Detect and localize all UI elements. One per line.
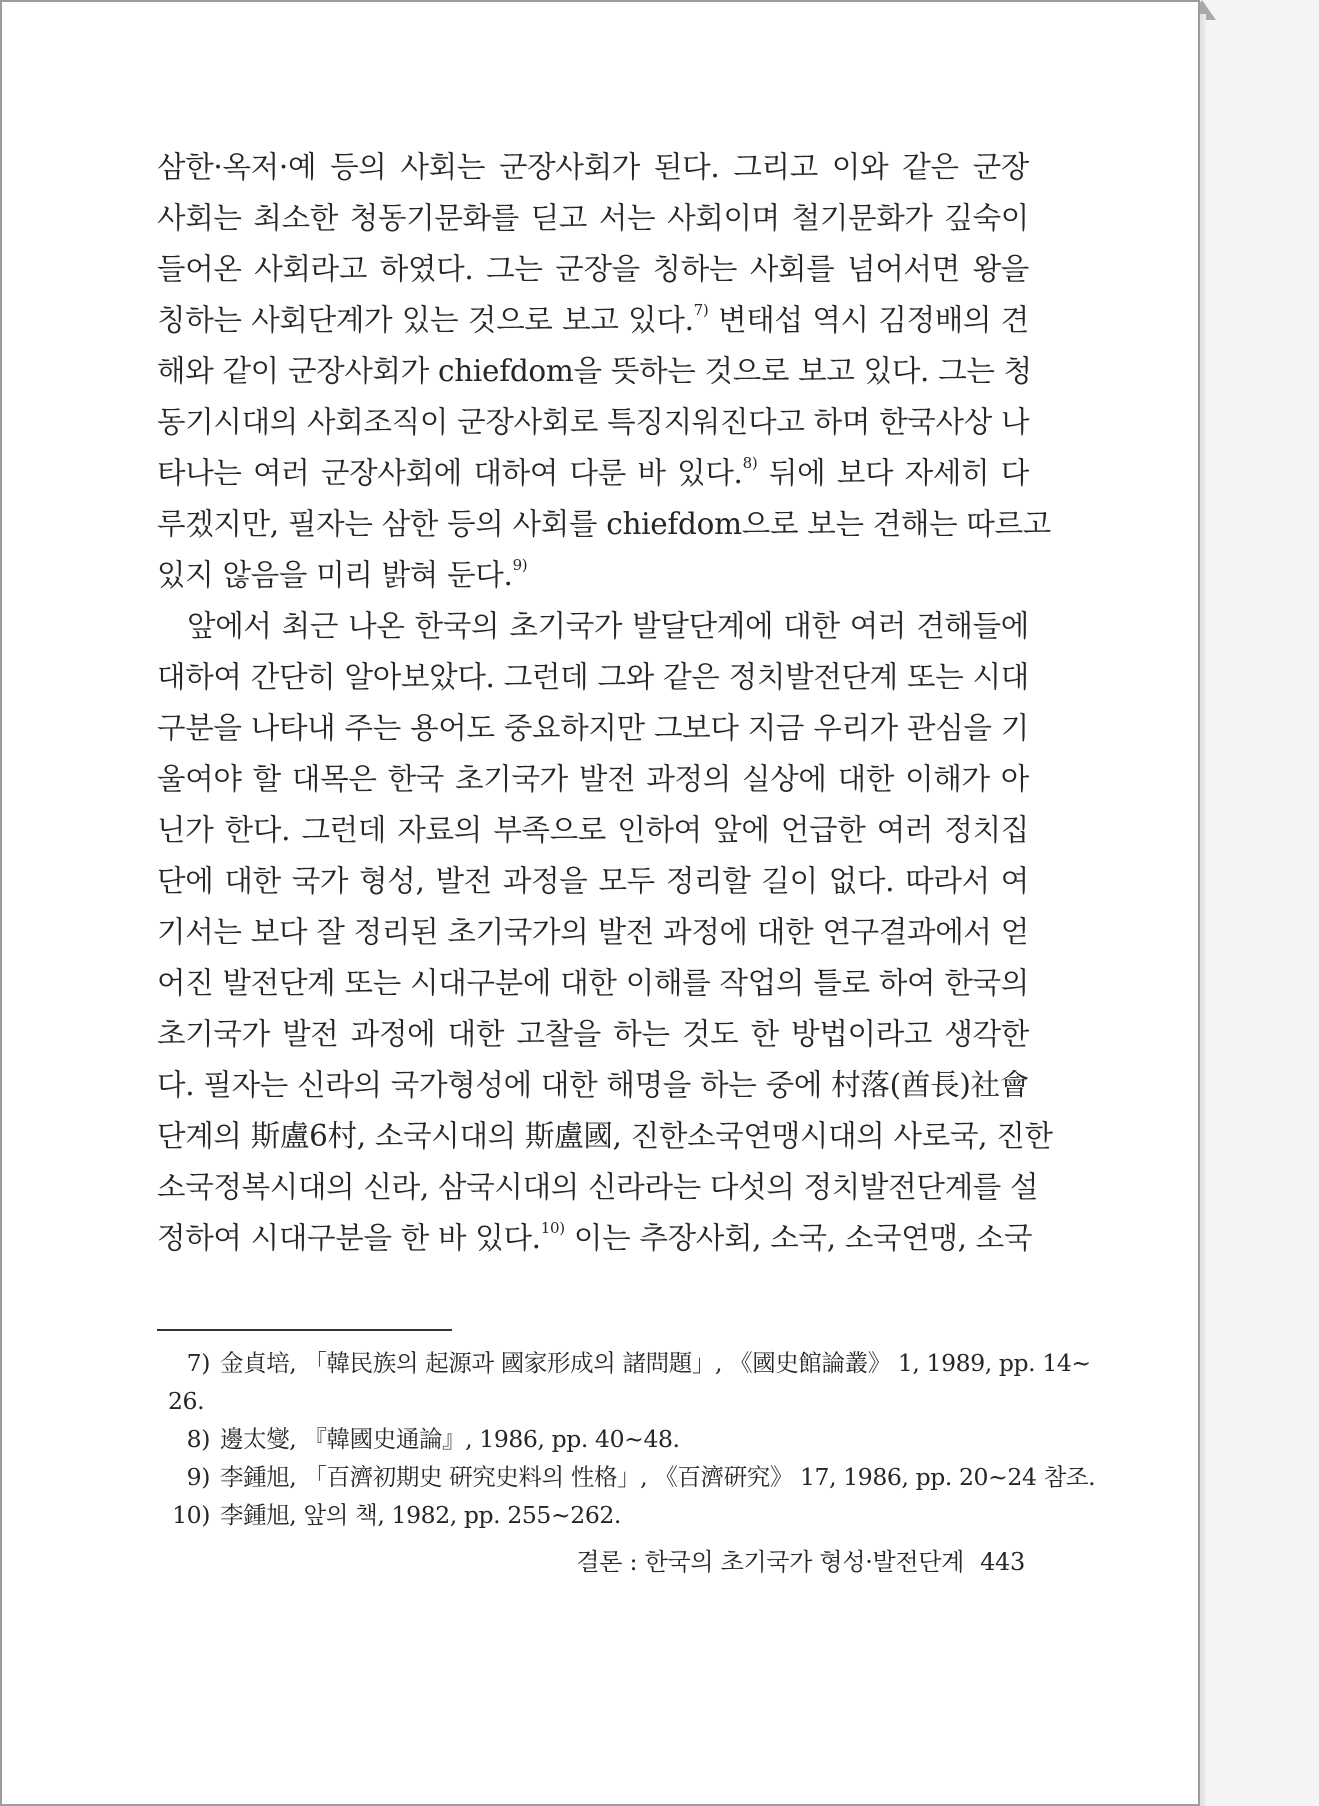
text-line: 닌가 한다. 그런데 자료의 부족으로 인하여 앞에 언급한 여러 정치집 bbox=[157, 813, 1029, 847]
text-segment: 이는 추장사회, 소국, 소국연맹, 소국 bbox=[564, 1221, 1033, 1255]
footnote-continuation: 26. bbox=[168, 1387, 205, 1415]
text-line: 사회는 최소한 청동기문화를 딛고 서는 사회이며 철기문화가 깊숙이 bbox=[157, 201, 1029, 235]
footnote-text: 金貞培, 「韓民族의 起源과 國家形成의 諸問題」, 《國史館論叢》 1, 1989, pp. 14~ bbox=[220, 1349, 1091, 1377]
text-line: 루겠지만, 필자는 삼한 등의 사회를 chiefdom으로 보는 견해는 따르고 bbox=[157, 507, 1051, 541]
text-line: 기서는 보다 잘 정리된 초기국가의 발전 과정에 대한 연구결과에서 얻 bbox=[157, 915, 1029, 949]
text-line: 다. 필자는 신라의 국가형성에 대한 해명을 하는 중에 村落(酋長)社會 bbox=[157, 1068, 1029, 1102]
footnote-separator bbox=[157, 1329, 452, 1331]
paragraph-1 bbox=[157, 142, 1051, 601]
text-line: 단계의 斯盧6村, 소국시대의 斯盧國, 진한소국연맹시대의 사로국, 진한 bbox=[157, 1119, 1053, 1153]
footnote-reference: 7) bbox=[693, 301, 709, 319]
text-line: 앞에서 최근 나온 한국의 초기국가 발달단계에 대한 여러 견해들에 bbox=[187, 609, 1029, 643]
footnote-reference: 9) bbox=[512, 556, 528, 574]
text-segment: 칭하는 사회단계가 있는 것으로 보고 있다. bbox=[157, 303, 694, 337]
text-line: 단에 대한 국가 형성, 발전 과정을 모두 정리할 길이 없다. 따라서 여 bbox=[157, 864, 1029, 898]
footnote-reference: 10) bbox=[540, 1219, 565, 1237]
text-segment: 뒤에 보다 자세히 다 bbox=[757, 456, 1029, 490]
text-line: 구분을 나타내 주는 용어도 중요하지만 그보다 지금 우리가 관심을 기 bbox=[157, 711, 1029, 745]
footnote bbox=[168, 1344, 1091, 1382]
footnote-number: 7) bbox=[186, 1349, 210, 1377]
text-line: 초기국가 발전 과정에 대한 고찰을 하는 것도 한 방법이라고 생각한 bbox=[157, 1017, 1029, 1051]
text-line: 울여야 할 대목은 한국 초기국가 발전 과정의 실상에 대한 이해가 아 bbox=[157, 762, 1029, 796]
running-footer-title: 결론 : 한국의 초기국가 형성·발전단계 bbox=[576, 1548, 965, 1576]
paragraph-2 bbox=[157, 601, 1053, 1264]
footnote-text: 李鍾旭, 앞의 책, 1982, pp. 255~262. bbox=[220, 1501, 621, 1529]
footnote-number: 9) bbox=[186, 1463, 210, 1491]
footnote bbox=[168, 1420, 1030, 1458]
text-line: 소국정복시대의 신라, 삼국시대의 신라라는 다섯의 정치발전단계를 설 bbox=[157, 1170, 1039, 1204]
footnote-text: 邊太燮, 『韓國史通論』, 1986, pp. 40~48. bbox=[220, 1425, 680, 1453]
text-line bbox=[157, 295, 1029, 346]
text-line: 동기시대의 사회조직이 군장사회로 특징지워진다고 하며 한국사상 나 bbox=[157, 405, 1030, 439]
text-line: 어진 발전단계 또는 시대구분에 대한 이해를 작업의 틀로 하여 한국의 bbox=[157, 966, 1029, 1000]
running-footer bbox=[425, 1542, 1025, 1577]
body-text bbox=[157, 142, 1053, 1264]
footnote-text: 李鍾旭, 「百濟初期史 硏究史料의 性格」, 《百濟硏究》 17, 1986, pp. 20~24 참조. bbox=[220, 1463, 1096, 1491]
text-segment: 있지 않음을 미리 밝혀 둔다. bbox=[157, 558, 513, 592]
text-line: 들어온 사회라고 하였다. 그는 군장을 칭하는 사회를 넘어서면 왕을 bbox=[157, 252, 1029, 286]
footnote-number: 10) bbox=[172, 1501, 210, 1529]
footnote-reference: 8) bbox=[742, 454, 758, 472]
text-line: 삼한·옥저·예 등의 사회는 군장사회가 된다. 그리고 이와 같은 군장 bbox=[157, 150, 1029, 184]
text-segment: 변태섭 역시 김정배의 견 bbox=[708, 303, 1029, 337]
text-segment: 정하여 시대구분을 한 바 있다. bbox=[157, 1221, 541, 1255]
footnote bbox=[168, 1496, 1030, 1534]
text-segment: 타나는 여러 군장사회에 대하여 다룬 바 있다. bbox=[157, 456, 743, 490]
text-line bbox=[157, 448, 1029, 499]
page-number: 443 bbox=[980, 1548, 1025, 1576]
text-line: 대하여 간단히 알아보았다. 그런데 그와 같은 정치발전단계 또는 시대 bbox=[157, 660, 1029, 694]
text-line bbox=[157, 1213, 1033, 1264]
text-line: 해와 같이 군장사회가 chiefdom을 뜻하는 것으로 보고 있다. 그는 청 bbox=[157, 354, 1032, 388]
footnotes bbox=[168, 1344, 1096, 1534]
text-line bbox=[157, 550, 1029, 601]
footnote-number: 8) bbox=[186, 1425, 210, 1453]
footnote bbox=[168, 1458, 1096, 1496]
